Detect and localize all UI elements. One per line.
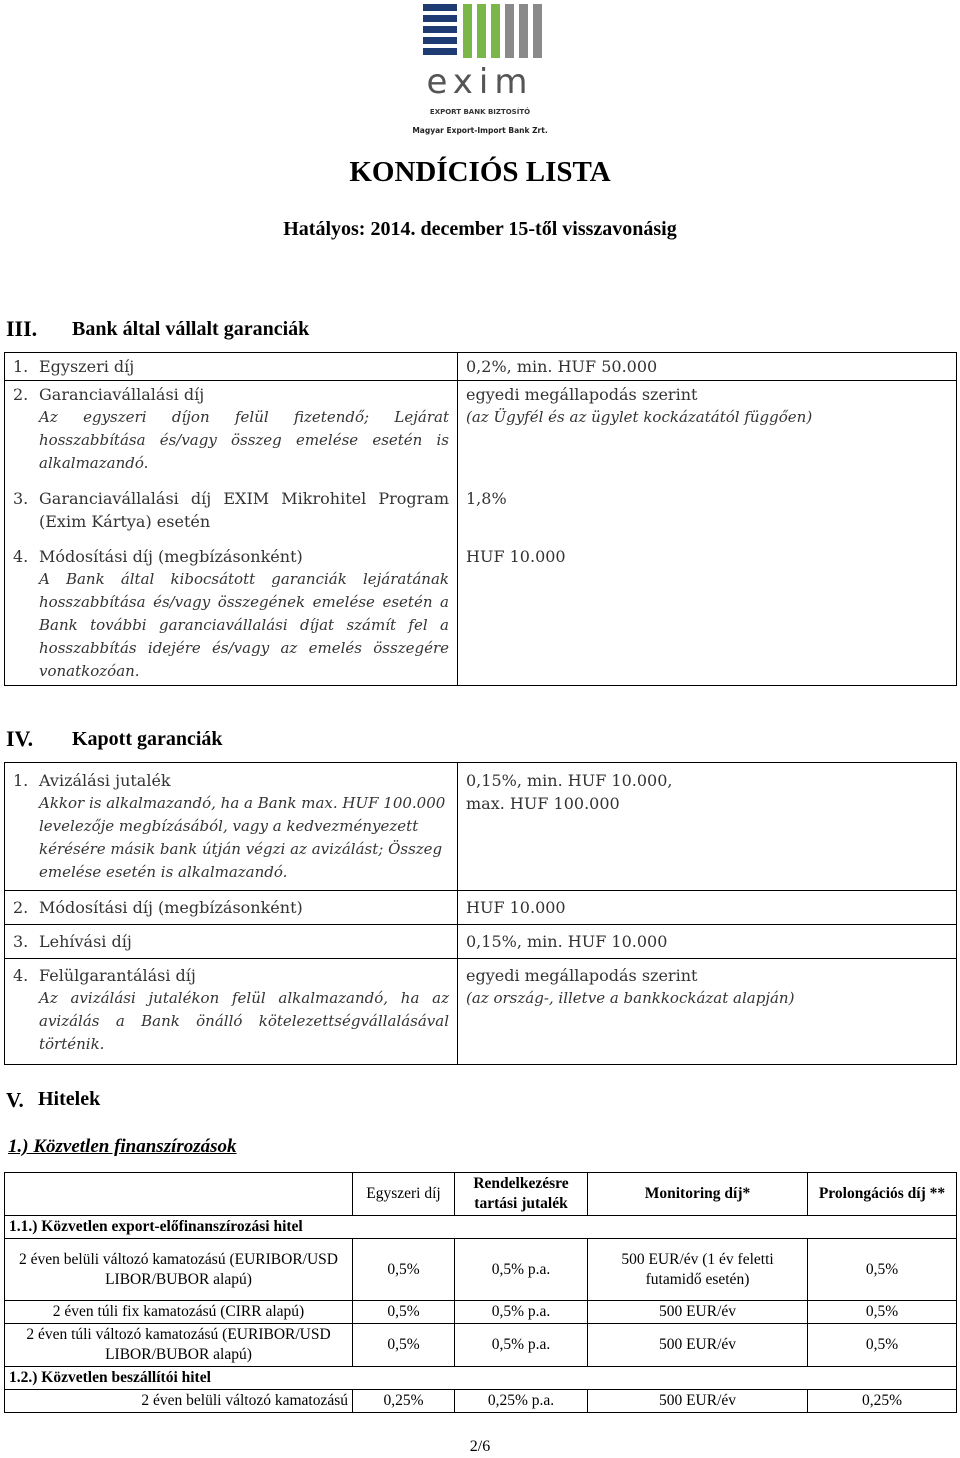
row-number: 1. bbox=[5, 353, 32, 381]
row-value: HUF 10.000 bbox=[458, 535, 957, 686]
value-text-2: max. HUF 100.000 bbox=[466, 794, 620, 813]
label-text: Garanciavállalási díj bbox=[39, 385, 205, 404]
value-text: 0,2%, min. HUF 50.000 bbox=[466, 357, 658, 376]
label-text: Felülgarantálási díj bbox=[39, 966, 196, 985]
logo-name: exim bbox=[426, 62, 534, 102]
row-label bbox=[31, 353, 458, 381]
row-label: Garanciavállalási díj EXIM Mikrohitel Program (Exim Kártya) esetén bbox=[31, 477, 458, 535]
section-4-title: Kapott garanciák bbox=[72, 728, 223, 750]
guarantees-received-table bbox=[4, 762, 957, 1065]
label-note: A Bank által kibocsátott garanciák lejáratának hosszabbítása és/vagy összegének emelése esetén a Bank további garanciavállalási díjat számít fel a hosszabbítás idejére és/vagy az emelés összegére vonatkozóan. bbox=[39, 570, 449, 680]
row-label: 2 éven túli fix kamatozású (CIRR alapú) bbox=[5, 1301, 353, 1324]
cell-egyszeri: 0,25% bbox=[353, 1390, 455, 1413]
table-row bbox=[5, 1390, 957, 1413]
group-title: 1.1.) Közvetlen export-előfinanszírozási hitel bbox=[5, 1216, 957, 1239]
row-value: 0,15%, min. HUF 10.000 bbox=[458, 925, 957, 959]
row-label bbox=[31, 959, 458, 1065]
cell-egyszeri: 0,5% bbox=[353, 1239, 455, 1301]
header-egyszeri: Egyszeri díj bbox=[353, 1173, 455, 1216]
cell-rendelkezesre: 0,25% p.a. bbox=[455, 1390, 588, 1413]
row-number: 3. bbox=[5, 477, 32, 535]
table-row bbox=[5, 925, 957, 959]
label-text: Avizálási jutalék bbox=[39, 771, 171, 790]
label-note: Akkor is alkalmazandó, ha a Bank max. HUF 100.000 levelezője megbízásából, vagy a kedvezményezett kérésére másik bank útján végzi az avizálást; Összeg emelése esetén is alkalmazandó. bbox=[39, 794, 446, 881]
header-rendelkezesre: Rendelkezésre tartási jutalék bbox=[455, 1173, 588, 1216]
credit-table bbox=[4, 1172, 957, 1413]
table-row bbox=[5, 959, 957, 1065]
row-value bbox=[458, 353, 957, 381]
value-note: (az ország-, illetve a bankkockázat alapján) bbox=[466, 989, 795, 1007]
section-3-title: Bank által vállalt garanciák bbox=[72, 318, 310, 340]
table-row bbox=[5, 1239, 957, 1301]
section-5-subtitle: 1.) Közvetlen finanszírozások bbox=[8, 1136, 237, 1157]
cell-rendelkezesre: 0,5% p.a. bbox=[455, 1301, 588, 1324]
row-label: Lehívási díj bbox=[31, 925, 458, 959]
cell-prolongacios: 0,5% bbox=[808, 1239, 957, 1301]
cell-rendelkezesre: 0,5% p.a. bbox=[455, 1239, 588, 1301]
row-label bbox=[31, 763, 458, 891]
guarantees-given-table bbox=[4, 352, 957, 686]
group-row bbox=[5, 1367, 957, 1390]
value-text: egyedi megállapodás szerint bbox=[466, 385, 698, 404]
exim-logo bbox=[405, 0, 555, 140]
row-number: 3. bbox=[5, 925, 32, 959]
table-row bbox=[5, 1324, 957, 1367]
label-note: Az avizálási jutalékon felül alkalmazandó, ha az avizálás a Bank önálló kötelezettségvállalásával történik. bbox=[39, 989, 449, 1053]
section-3-number: III. bbox=[6, 316, 38, 341]
cell-egyszeri: 0,5% bbox=[353, 1324, 455, 1367]
row-label bbox=[31, 381, 458, 478]
row-number: 4. bbox=[5, 959, 32, 1065]
logo-tagline: EXPORT BANK BIZTOSÍTÓ bbox=[429, 108, 531, 116]
row-value: 1,8% bbox=[458, 477, 957, 535]
cell-monitoring: 500 EUR/év bbox=[588, 1301, 808, 1324]
row-number: 2. bbox=[5, 891, 32, 925]
value-text: 0,15%, min. HUF 10.000, bbox=[466, 771, 673, 790]
section-5-number: V. bbox=[6, 1088, 24, 1112]
section-4-number: IV. bbox=[6, 726, 34, 751]
header-prolongacios: Prolongációs díj ** bbox=[808, 1173, 957, 1216]
table-row bbox=[5, 763, 957, 891]
label-text: Egyszeri díj bbox=[39, 357, 135, 376]
group-title: 1.2.) Közvetlen beszállítói hitel bbox=[5, 1367, 957, 1390]
table-header-row bbox=[5, 1173, 957, 1216]
cell-prolongacios: 0,25% bbox=[808, 1390, 957, 1413]
cell-rendelkezesre: 0,5% p.a. bbox=[455, 1324, 588, 1367]
header-monitoring: Monitoring díj* bbox=[588, 1173, 808, 1216]
page-number: 2/6 bbox=[469, 1438, 491, 1455]
table-row bbox=[5, 535, 957, 686]
row-label: Módosítási díj (megbízásonként) bbox=[31, 891, 458, 925]
value-note: (az Ügyfél és az ügylet kockázatától függően) bbox=[466, 408, 813, 426]
logo-company: Magyar Export-Import Bank Zrt. bbox=[412, 126, 548, 135]
row-value: HUF 10.000 bbox=[458, 891, 957, 925]
cell-monitoring: 500 EUR/év bbox=[588, 1324, 808, 1367]
table-row bbox=[5, 1301, 957, 1324]
label-note: Az egyszeri díjon felül fizetendő; Lejárat hosszabbítása és/vagy összeg emelése esetén is alkalmazandó. bbox=[39, 408, 449, 472]
row-number: 2. bbox=[5, 381, 32, 478]
page-subtitle: Hatályos: 2014. december 15-től visszavonásig bbox=[283, 218, 677, 240]
cell-egyszeri: 0,5% bbox=[353, 1301, 455, 1324]
row-value bbox=[458, 763, 957, 891]
value-text: egyedi megállapodás szerint bbox=[466, 966, 698, 985]
label-text: Módosítási díj (megbízásonként) bbox=[39, 547, 303, 566]
row-value bbox=[458, 959, 957, 1065]
row-label: 2 éven belüli változó kamatozású (EURIBOR/USD LIBOR/BUBOR alapú) bbox=[5, 1239, 353, 1301]
cell-prolongacios: 0,5% bbox=[808, 1324, 957, 1367]
row-number: 1. bbox=[5, 763, 32, 891]
row-number: 4. bbox=[5, 535, 32, 686]
cell-monitoring: 500 EUR/év bbox=[588, 1390, 808, 1413]
cell-prolongacios: 0,5% bbox=[808, 1301, 957, 1324]
row-label: 2 éven belüli változó kamatozású bbox=[5, 1390, 353, 1413]
cell-monitoring: 500 EUR/év (1 év feletti futamidő esetén) bbox=[588, 1239, 808, 1301]
group-row bbox=[5, 1216, 957, 1239]
row-value bbox=[458, 381, 957, 478]
table-row bbox=[5, 353, 957, 381]
table-row bbox=[5, 381, 957, 478]
row-label bbox=[31, 535, 458, 686]
table-row bbox=[5, 477, 957, 535]
table-row bbox=[5, 891, 957, 925]
row-label: 2 éven túli változó kamatozású (EURIBOR/USD LIBOR/BUBOR alapú) bbox=[5, 1324, 353, 1367]
section-5-title: Hitelek bbox=[38, 1088, 101, 1110]
page-title: KONDÍCIÓS LISTA bbox=[349, 156, 611, 188]
header-blank bbox=[5, 1173, 353, 1216]
